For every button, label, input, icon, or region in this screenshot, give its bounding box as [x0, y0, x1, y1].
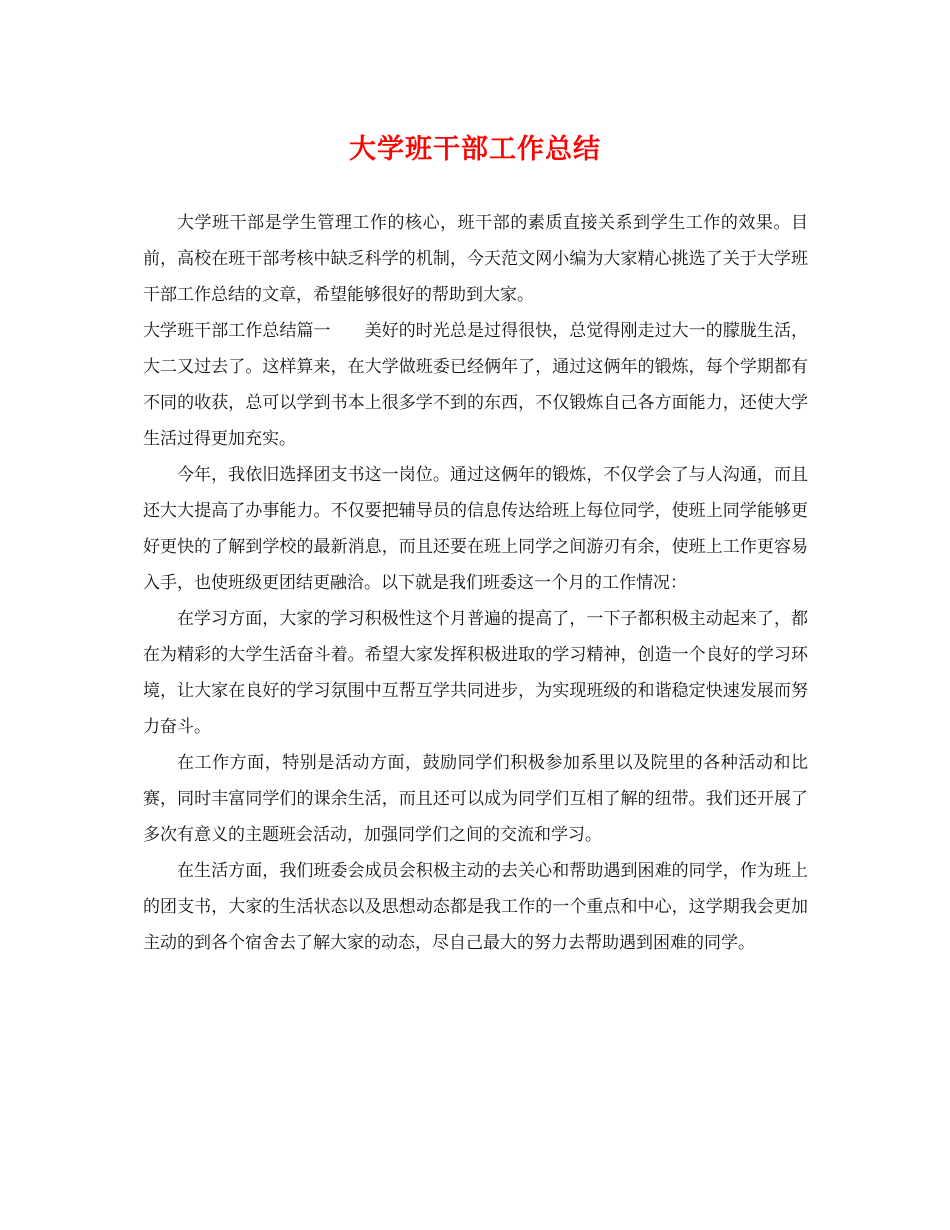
body-paragraph-3: 在学习方面，大家的学习积极性这个月普遍的提高了，一下子都积极主动起来了，都在为精彩的大学生活奋斗着。希望大家发挥积极进取的学习精神，创造一个良好的学习环境，让大家在良好的学习氛围中互帮互学共同进步，为实现班级的和谐稳定快速发展而努力奋斗。: [143, 609, 808, 737]
section-heading: 大学班干部工作总结篇一: [143, 321, 331, 341]
intro-paragraph: 大学班干部是学生管理工作的核心，班干部的素质直接关系到学生工作的效果。目前，高校在班干部考核中缺乏科学的机制，今天范文网小编为大家精心挑选了关于大学班干部工作总结的文章，希望能够很好的帮助到大家。: [143, 213, 808, 305]
body-paragraph-5: 在生活方面，我们班委会成员会积极主动的去关心和帮助遇到困难的同学，作为班上的团支书，大家的生活状态以及思想动态都是我工作的一个重点和中心，这学期我会更加主动的到各个宿舍去了解大家的动态，尽自己最大的努力去帮助遇到困难的同学。: [143, 861, 808, 953]
document-title: 大学班干部工作总结: [349, 134, 601, 165]
body-paragraph-2: 今年，我依旧选择团支书这一岗位。通过这俩年的锻炼，不仅学会了与人沟通，而且还大大提高了办事能力。不仅要把辅导员的信息传达给班上每位同学，使班上同学能够更好更快的了解到学校的最新消息，而且还要在班上同学之间游刃有余，使班上工作更容易入手，也使班级更团结更融洽。以下就是我们班委这一个月的工作情况：: [143, 465, 808, 593]
body-paragraph-1: 美好的时光总是过得很快，总觉得刚走过大一的朦胧生活，大二又过去了。这样算来，在大学做班委已经俩年了，通过这俩年的锻炼，每个学期都有不同的收获，总可以学到书本上很多学不到的东西，不仅锻炼自己各方面能力，还使大学生活过得更加充实。: [143, 321, 809, 449]
document-body: [143, 205, 808, 961]
section-first-paragraph: [143, 313, 808, 457]
body-paragraph-4: 在工作方面，特别是活动方面，鼓励同学们积极参加系里以及院里的各种活动和比赛，同时丰富同学们的课余生活，而且还可以成为同学们互相了解的纽带。我们还开展了多次有意义的主题班会活动，加强同学们之间的交流和学习。: [143, 753, 808, 845]
